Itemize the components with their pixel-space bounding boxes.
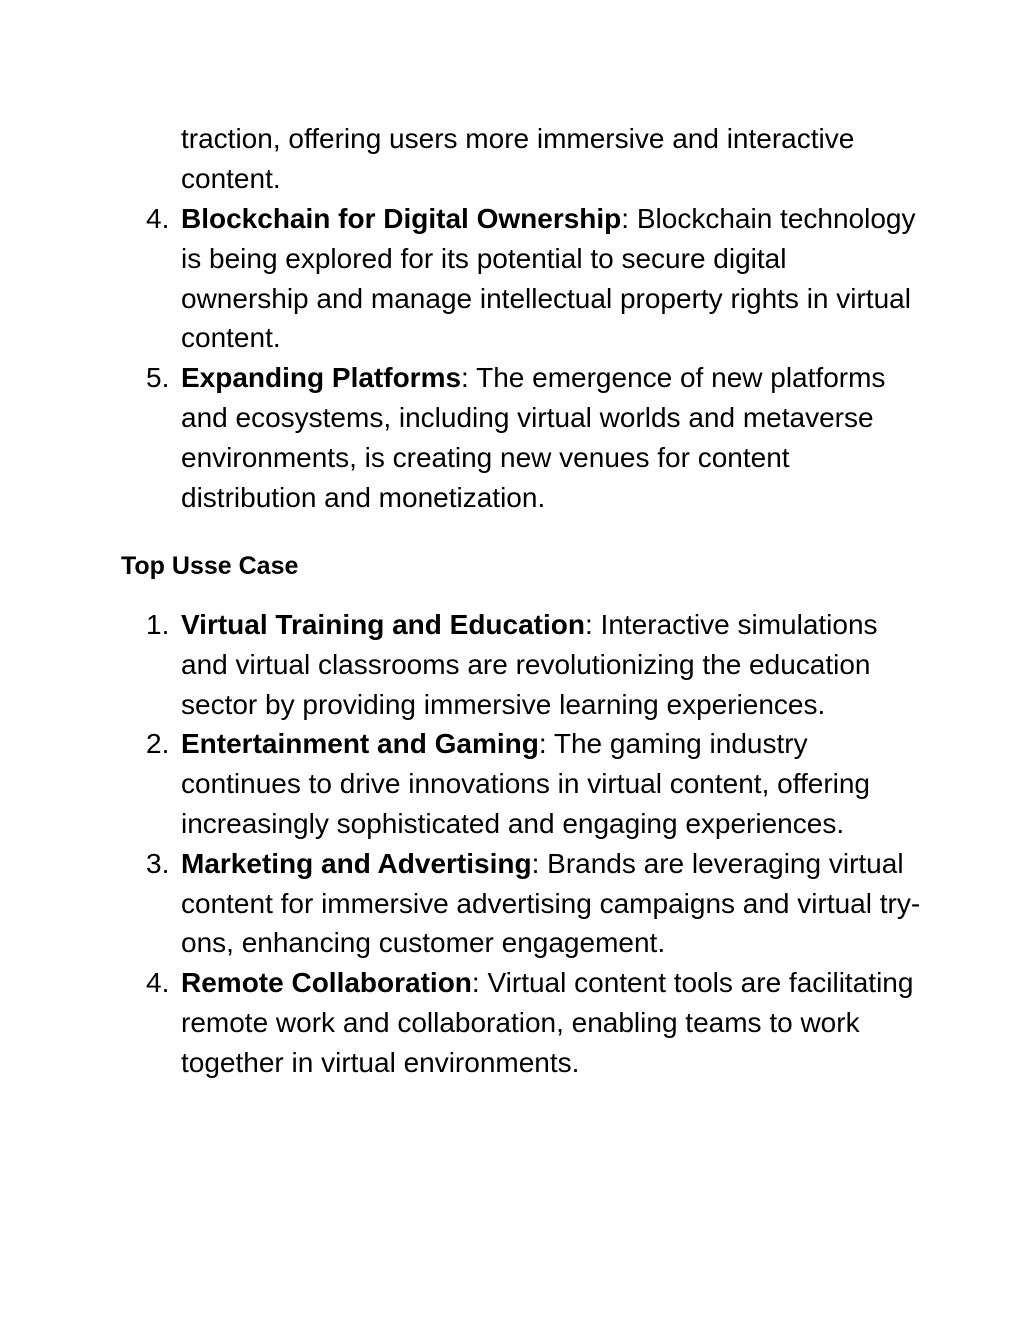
list-number: 2. [146,728,170,760]
list-item-term: Entertainment and Gaming [181,728,539,760]
list-number: 4. [146,203,170,234]
intro-continuation: traction, offering users more immersive and interactive content. [181,123,855,194]
list-item [0,358,921,517]
list-number: 3. [146,847,170,879]
section-heading: Top Usse Case [121,552,299,580]
list-item [0,605,921,724]
list-item-text: : Interactive simulations and virtual classrooms are revolutionizing the education sector by providing immersive learning experiences. [181,609,878,720]
list-item [0,844,921,963]
list-item-term: Remote Collaboration [181,967,472,999]
list-item [0,724,921,843]
list-item-text: : The gaming industry continues to drive innovations in virtual content, offering increasingly sophisticated and engaging experiences. [181,728,871,839]
list-item-term: Virtual Training and Education [181,609,585,640]
list-item-text: : Virtual content tools are facilitating remote work and collaboration, enabling teams to work together in virtual environments. [181,967,914,1078]
list-item [0,199,921,358]
trends-list [0,199,1024,517]
list-item-term: Expanding Platforms [181,362,462,394]
list-item-text: : Blockchain technology is being explored for its potential to secure digital ownership and manage intellectual property rights in virtual content. [181,203,916,354]
use-cases-list [0,605,1024,1083]
list-item-term: Marketing and Advertising [181,847,532,879]
list-item-text: : The emergence of new platforms and ecosystems, including virtual worlds and metaverse environments, is creating new venues for content distribution and monetization. [181,362,886,513]
list-item-term: Blockchain for Digital Ownership [181,203,622,234]
list-number: 1. [146,609,170,640]
list-number: 4. [146,967,170,999]
list-number: 5. [146,362,170,394]
list-item [0,963,921,1082]
list-item-text: : Brands are leveraging virtual content for immersive advertising campaigns and virtual try-ons, enhancing customer engagement. [181,847,921,959]
